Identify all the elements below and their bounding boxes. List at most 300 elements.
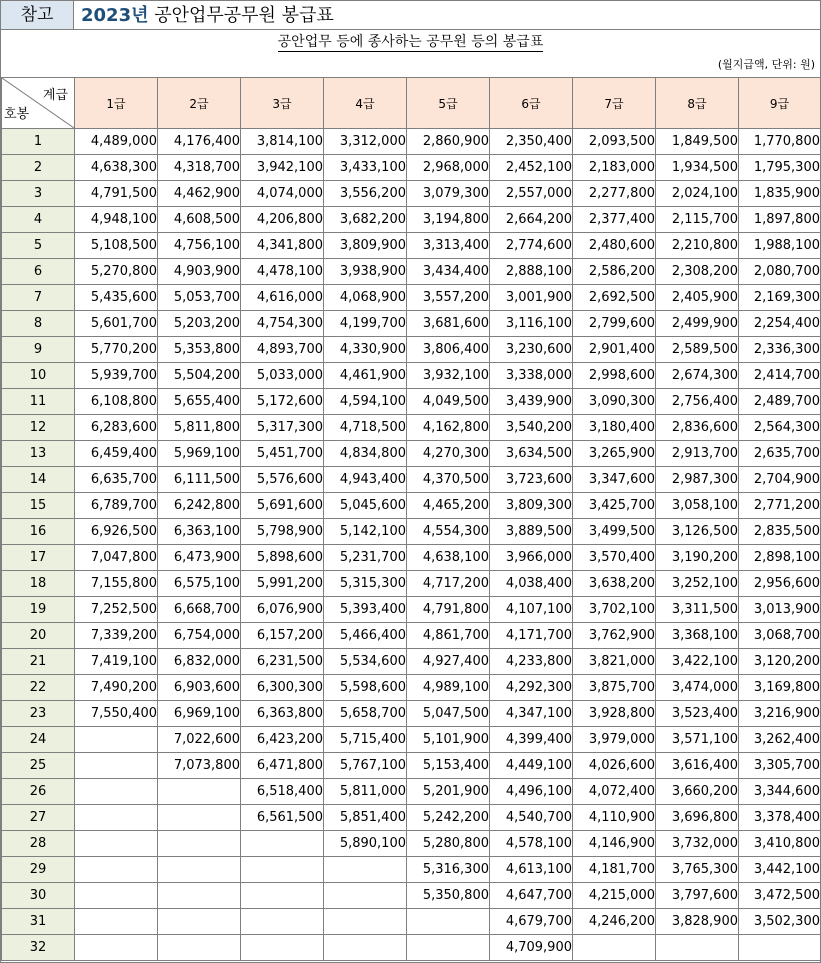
salary-cell: 2,210,800 (656, 233, 739, 259)
salary-cell: 4,049,500 (407, 389, 490, 415)
table-row (2, 727, 821, 753)
salary-cell: 7,073,800 (158, 753, 241, 779)
salary-cell: 4,989,100 (407, 675, 490, 701)
salary-cell (241, 909, 324, 935)
salary-cell: 3,194,800 (407, 207, 490, 233)
salary-cell: 2,183,000 (573, 155, 656, 181)
salary-cell: 5,045,600 (324, 493, 407, 519)
step-number-cell: 5 (2, 233, 75, 259)
salary-cell: 3,410,800 (739, 831, 821, 857)
salary-cell: 3,433,100 (324, 155, 407, 181)
salary-cell: 5,047,500 (407, 701, 490, 727)
table-row (2, 389, 821, 415)
step-number-cell: 8 (2, 311, 75, 337)
salary-cell: 4,948,100 (75, 207, 158, 233)
salary-cell: 6,668,700 (158, 597, 241, 623)
salary-cell: 3,439,900 (490, 389, 573, 415)
salary-cell: 3,557,200 (407, 285, 490, 311)
salary-cell: 4,292,300 (490, 675, 573, 701)
salary-cell: 3,681,600 (407, 311, 490, 337)
salary-cell: 2,674,300 (656, 363, 739, 389)
salary-cell: 3,809,900 (324, 233, 407, 259)
salary-cell: 3,425,700 (573, 493, 656, 519)
salary-cell: 4,489,000 (75, 129, 158, 155)
salary-cell: 3,660,200 (656, 779, 739, 805)
salary-cell: 3,252,100 (656, 571, 739, 597)
salary-cell: 5,201,900 (407, 779, 490, 805)
salary-cell: 4,638,300 (75, 155, 158, 181)
salary-cell (739, 935, 821, 961)
salary-cell: 3,190,200 (656, 545, 739, 571)
salary-cell: 5,576,600 (241, 467, 324, 493)
salary-cell: 1,988,100 (739, 233, 821, 259)
salary-cell: 2,414,700 (739, 363, 821, 389)
salary-cell: 3,368,100 (656, 623, 739, 649)
salary-cell: 4,072,400 (573, 779, 656, 805)
salary-cell: 3,013,900 (739, 597, 821, 623)
step-number-cell: 27 (2, 805, 75, 831)
salary-cell: 5,317,300 (241, 415, 324, 441)
step-number-cell: 10 (2, 363, 75, 389)
table-row (2, 753, 821, 779)
salary-cell: 1,934,500 (656, 155, 739, 181)
salary-cell (75, 909, 158, 935)
salary-cell: 3,682,200 (324, 207, 407, 233)
salary-cell: 5,108,500 (75, 233, 158, 259)
salary-cell: 3,828,900 (656, 909, 739, 935)
table-row (2, 337, 821, 363)
grade-header-8: 8급 (656, 78, 739, 129)
table-row (2, 181, 821, 207)
salary-cell: 4,347,100 (490, 701, 573, 727)
salary-cell: 2,888,100 (490, 259, 573, 285)
grade-header-9: 9급 (739, 78, 821, 129)
salary-cell: 6,635,700 (75, 467, 158, 493)
salary-cell: 6,111,500 (158, 467, 241, 493)
salary-cell: 3,312,000 (324, 129, 407, 155)
salary-cell: 5,770,200 (75, 337, 158, 363)
salary-cell: 2,377,400 (573, 207, 656, 233)
salary-cell: 4,927,400 (407, 649, 490, 675)
salary-cell: 3,338,000 (490, 363, 573, 389)
salary-cell: 4,638,100 (407, 545, 490, 571)
salary-cell: 3,938,900 (324, 259, 407, 285)
salary-cell: 4,246,200 (573, 909, 656, 935)
table-row (2, 805, 821, 831)
salary-cell: 5,767,100 (324, 753, 407, 779)
salary-cell: 3,928,800 (573, 701, 656, 727)
salary-cell: 3,523,400 (656, 701, 739, 727)
salary-cell (75, 727, 158, 753)
salary-cell (407, 935, 490, 961)
salary-cell: 6,363,100 (158, 519, 241, 545)
salary-cell: 3,169,800 (739, 675, 821, 701)
grade-header-1: 1급 (75, 78, 158, 129)
salary-cell: 4,608,500 (158, 207, 241, 233)
title-year: 2023년 (81, 5, 149, 26)
salary-cell (75, 753, 158, 779)
step-number-cell: 3 (2, 181, 75, 207)
salary-cell: 3,126,500 (656, 519, 739, 545)
grade-header-4: 4급 (324, 78, 407, 129)
salary-cell: 7,490,200 (75, 675, 158, 701)
salary-cell: 3,422,100 (656, 649, 739, 675)
salary-cell: 4,903,900 (158, 259, 241, 285)
salary-cell: 7,047,800 (75, 545, 158, 571)
salary-cell: 4,146,900 (573, 831, 656, 857)
table-row (2, 597, 821, 623)
salary-cell (573, 935, 656, 961)
salary-cell: 2,664,200 (490, 207, 573, 233)
salary-cell: 2,586,200 (573, 259, 656, 285)
salary-cell: 3,216,900 (739, 701, 821, 727)
salary-cell: 7,550,400 (75, 701, 158, 727)
salary-cell: 5,811,800 (158, 415, 241, 441)
salary-cell (158, 805, 241, 831)
salary-cell: 3,696,800 (656, 805, 739, 831)
salary-cell: 3,499,500 (573, 519, 656, 545)
salary-cell: 3,230,600 (490, 337, 573, 363)
salary-cell: 5,466,400 (324, 623, 407, 649)
salary-cell: 6,283,600 (75, 415, 158, 441)
salary-cell: 2,169,300 (739, 285, 821, 311)
salary-cell (158, 935, 241, 961)
salary-cell: 2,277,800 (573, 181, 656, 207)
salary-cell: 3,797,600 (656, 883, 739, 909)
table-row (2, 493, 821, 519)
salary-cell: 5,231,700 (324, 545, 407, 571)
sheet-header (1, 1, 820, 30)
salary-cell (75, 883, 158, 909)
step-number-cell: 16 (2, 519, 75, 545)
salary-cell: 4,834,800 (324, 441, 407, 467)
table-row (2, 883, 821, 909)
salary-cell: 4,449,100 (490, 753, 573, 779)
salary-cell: 5,053,700 (158, 285, 241, 311)
salary-cell: 2,860,900 (407, 129, 490, 155)
salary-cell: 7,022,600 (158, 727, 241, 753)
salary-cell: 5,811,000 (324, 779, 407, 805)
step-number-cell: 4 (2, 207, 75, 233)
salary-cell: 6,076,900 (241, 597, 324, 623)
salary-cell: 1,770,800 (739, 129, 821, 155)
salary-cell: 6,926,500 (75, 519, 158, 545)
salary-cell: 5,280,800 (407, 831, 490, 857)
step-number-cell: 11 (2, 389, 75, 415)
salary-cell: 5,315,300 (324, 571, 407, 597)
step-number-cell: 20 (2, 623, 75, 649)
salary-cell: 2,968,000 (407, 155, 490, 181)
grade-header-6: 6급 (490, 78, 573, 129)
salary-cell: 3,616,400 (656, 753, 739, 779)
table-row (2, 415, 821, 441)
table-row (2, 935, 821, 961)
salary-cell: 4,215,000 (573, 883, 656, 909)
salary-cell: 3,180,400 (573, 415, 656, 441)
unit-note: (월지급액, 단위: 원) (717, 58, 815, 71)
salary-cell: 3,058,100 (656, 493, 739, 519)
table-row (2, 545, 821, 571)
salary-cell: 6,363,800 (241, 701, 324, 727)
salary-cell: 3,090,300 (573, 389, 656, 415)
salary-cell: 3,116,100 (490, 311, 573, 337)
table-row (2, 779, 821, 805)
salary-cell: 5,504,200 (158, 363, 241, 389)
salary-cell: 3,942,100 (241, 155, 324, 181)
salary-cell (158, 857, 241, 883)
salary-cell (158, 779, 241, 805)
salary-cell (75, 805, 158, 831)
salary-cell: 4,318,700 (158, 155, 241, 181)
salary-cell: 3,889,500 (490, 519, 573, 545)
salary-cell: 4,893,700 (241, 337, 324, 363)
salary-cell: 4,270,300 (407, 441, 490, 467)
salary-cell: 4,330,900 (324, 337, 407, 363)
step-number-cell: 30 (2, 883, 75, 909)
salary-cell: 6,969,100 (158, 701, 241, 727)
salary-cell: 3,001,900 (490, 285, 573, 311)
salary-cell: 3,540,200 (490, 415, 573, 441)
salary-cell: 1,897,800 (739, 207, 821, 233)
salary-cell: 6,459,400 (75, 441, 158, 467)
salary-cell: 3,344,600 (739, 779, 821, 805)
salary-cell (75, 857, 158, 883)
salary-cell: 2,115,700 (656, 207, 739, 233)
salary-cell (324, 935, 407, 961)
salary-cell: 3,265,900 (573, 441, 656, 467)
salary-cell: 3,079,300 (407, 181, 490, 207)
salary-cell: 2,692,500 (573, 285, 656, 311)
table-row (2, 831, 821, 857)
grade-axis-label: 계급 (42, 88, 68, 103)
salary-cell: 2,489,700 (739, 389, 821, 415)
salary-cell: 3,311,500 (656, 597, 739, 623)
salary-cell: 3,814,100 (241, 129, 324, 155)
corner-cell (2, 78, 75, 129)
grade-header-5: 5급 (407, 78, 490, 129)
salary-cell: 5,033,000 (241, 363, 324, 389)
salary-cell: 7,155,800 (75, 571, 158, 597)
salary-cell: 4,861,700 (407, 623, 490, 649)
salary-cell: 2,756,400 (656, 389, 739, 415)
salary-cell: 5,435,600 (75, 285, 158, 311)
salary-cell: 2,774,600 (490, 233, 573, 259)
salary-cell: 3,474,000 (656, 675, 739, 701)
salary-cell: 3,638,200 (573, 571, 656, 597)
salary-cell: 5,172,600 (241, 389, 324, 415)
salary-cell: 6,789,700 (75, 493, 158, 519)
salary-cell: 5,350,800 (407, 883, 490, 909)
salary-cell: 2,998,600 (573, 363, 656, 389)
salary-cell: 5,203,200 (158, 311, 241, 337)
salary-cell: 5,393,400 (324, 597, 407, 623)
grade-header-3: 3급 (241, 78, 324, 129)
table-row (2, 571, 821, 597)
salary-cell: 3,634,500 (490, 441, 573, 467)
salary-cell: 4,717,200 (407, 571, 490, 597)
salary-cell: 3,305,700 (739, 753, 821, 779)
salary-cell: 2,771,200 (739, 493, 821, 519)
salary-cell: 5,898,600 (241, 545, 324, 571)
salary-cell: 2,901,400 (573, 337, 656, 363)
step-number-cell: 1 (2, 129, 75, 155)
salary-cell: 4,399,400 (490, 727, 573, 753)
salary-cell: 2,557,000 (490, 181, 573, 207)
salary-cell: 3,806,400 (407, 337, 490, 363)
salary-cell (75, 779, 158, 805)
salary-cell: 4,791,800 (407, 597, 490, 623)
salary-cell: 3,732,000 (656, 831, 739, 857)
salary-cell: 5,598,600 (324, 675, 407, 701)
salary-cell: 6,157,200 (241, 623, 324, 649)
salary-cell: 2,254,400 (739, 311, 821, 337)
salary-cell: 3,809,300 (490, 493, 573, 519)
salary-cell: 4,594,100 (324, 389, 407, 415)
salary-cell: 6,242,800 (158, 493, 241, 519)
step-number-cell: 6 (2, 259, 75, 285)
salary-cell: 5,353,800 (158, 337, 241, 363)
salary-cell: 3,570,400 (573, 545, 656, 571)
salary-cell: 2,499,900 (656, 311, 739, 337)
salary-cell: 2,080,700 (739, 259, 821, 285)
salary-cell: 2,350,400 (490, 129, 573, 155)
step-number-cell: 28 (2, 831, 75, 857)
salary-cell: 4,478,100 (241, 259, 324, 285)
salary-cell: 3,442,100 (739, 857, 821, 883)
step-number-cell: 12 (2, 415, 75, 441)
step-number-cell: 25 (2, 753, 75, 779)
salary-cell: 4,616,000 (241, 285, 324, 311)
step-number-cell: 24 (2, 727, 75, 753)
pay-table (1, 77, 821, 961)
salary-cell: 3,702,100 (573, 597, 656, 623)
salary-cell: 3,723,600 (490, 467, 573, 493)
salary-cell: 4,176,400 (158, 129, 241, 155)
step-number-cell: 15 (2, 493, 75, 519)
salary-cell: 2,635,700 (739, 441, 821, 467)
salary-cell: 6,231,500 (241, 649, 324, 675)
salary-cell: 6,575,100 (158, 571, 241, 597)
salary-cell: 3,262,400 (739, 727, 821, 753)
table-row (2, 285, 821, 311)
salary-cell: 5,153,400 (407, 753, 490, 779)
salary-cell: 5,101,900 (407, 727, 490, 753)
salary-cell: 6,473,900 (158, 545, 241, 571)
salary-cell: 3,068,700 (739, 623, 821, 649)
salary-cell (241, 857, 324, 883)
salary-cell: 4,110,900 (573, 805, 656, 831)
sheet-title (81, 1, 334, 29)
salary-cell (158, 909, 241, 935)
salary-cell: 1,849,500 (656, 129, 739, 155)
salary-cell (324, 857, 407, 883)
salary-cell: 5,142,100 (324, 519, 407, 545)
table-row (2, 519, 821, 545)
table-row (2, 675, 821, 701)
salary-cell: 2,956,600 (739, 571, 821, 597)
salary-cell: 4,709,900 (490, 935, 573, 961)
salary-cell: 4,613,100 (490, 857, 573, 883)
step-number-cell: 9 (2, 337, 75, 363)
salary-cell: 4,718,500 (324, 415, 407, 441)
salary-cell: 5,691,600 (241, 493, 324, 519)
salary-cell: 2,987,300 (656, 467, 739, 493)
salary-cell: 4,756,100 (158, 233, 241, 259)
salary-cell (324, 883, 407, 909)
salary-cell: 4,554,300 (407, 519, 490, 545)
table-row (2, 649, 821, 675)
salary-cell: 7,252,500 (75, 597, 158, 623)
salary-cell (407, 909, 490, 935)
pay-table-body (2, 129, 821, 961)
salary-cell: 2,898,100 (739, 545, 821, 571)
salary-cell: 4,461,900 (324, 363, 407, 389)
salary-cell: 6,108,800 (75, 389, 158, 415)
step-axis-label: 호봉 (4, 107, 30, 122)
salary-cell: 4,791,500 (75, 181, 158, 207)
salary-cell: 3,472,500 (739, 883, 821, 909)
reference-label: 참고 (1, 1, 74, 29)
salary-cell (241, 831, 324, 857)
salary-cell: 5,534,600 (324, 649, 407, 675)
salary-cell: 2,336,300 (739, 337, 821, 363)
salary-cell: 3,571,100 (656, 727, 739, 753)
salary-cell: 4,026,600 (573, 753, 656, 779)
grade-header-row (2, 78, 821, 129)
salary-cell: 2,704,900 (739, 467, 821, 493)
table-row (2, 259, 821, 285)
salary-cell: 6,903,600 (158, 675, 241, 701)
table-row (2, 129, 821, 155)
salary-cell (158, 883, 241, 909)
salary-cell: 3,313,400 (407, 233, 490, 259)
salary-cell (241, 883, 324, 909)
grade-header-2: 2급 (158, 78, 241, 129)
table-row (2, 311, 821, 337)
table-row (2, 623, 821, 649)
table-row (2, 909, 821, 935)
step-number-cell: 17 (2, 545, 75, 571)
salary-cell: 4,754,300 (241, 311, 324, 337)
salary-cell: 6,518,400 (241, 779, 324, 805)
salary-cell: 5,969,100 (158, 441, 241, 467)
salary-cell: 2,589,500 (656, 337, 739, 363)
salary-cell: 4,038,400 (490, 571, 573, 597)
step-number-cell: 2 (2, 155, 75, 181)
salary-cell: 3,347,600 (573, 467, 656, 493)
step-number-cell: 14 (2, 467, 75, 493)
salary-cell: 6,832,000 (158, 649, 241, 675)
salary-cell: 6,471,800 (241, 753, 324, 779)
salary-cell: 6,300,300 (241, 675, 324, 701)
salary-cell: 2,799,600 (573, 311, 656, 337)
salary-cell: 4,181,700 (573, 857, 656, 883)
salary-cell: 4,341,800 (241, 233, 324, 259)
step-number-cell: 21 (2, 649, 75, 675)
salary-cell: 5,601,700 (75, 311, 158, 337)
salary-cell (241, 935, 324, 961)
step-number-cell: 18 (2, 571, 75, 597)
table-row (2, 207, 821, 233)
salary-cell: 1,835,900 (739, 181, 821, 207)
salary-cell: 4,578,100 (490, 831, 573, 857)
salary-cell: 2,564,300 (739, 415, 821, 441)
table-row (2, 467, 821, 493)
salary-cell: 6,754,000 (158, 623, 241, 649)
table-row (2, 701, 821, 727)
table-subtitle (0, 30, 821, 54)
step-number-cell: 7 (2, 285, 75, 311)
